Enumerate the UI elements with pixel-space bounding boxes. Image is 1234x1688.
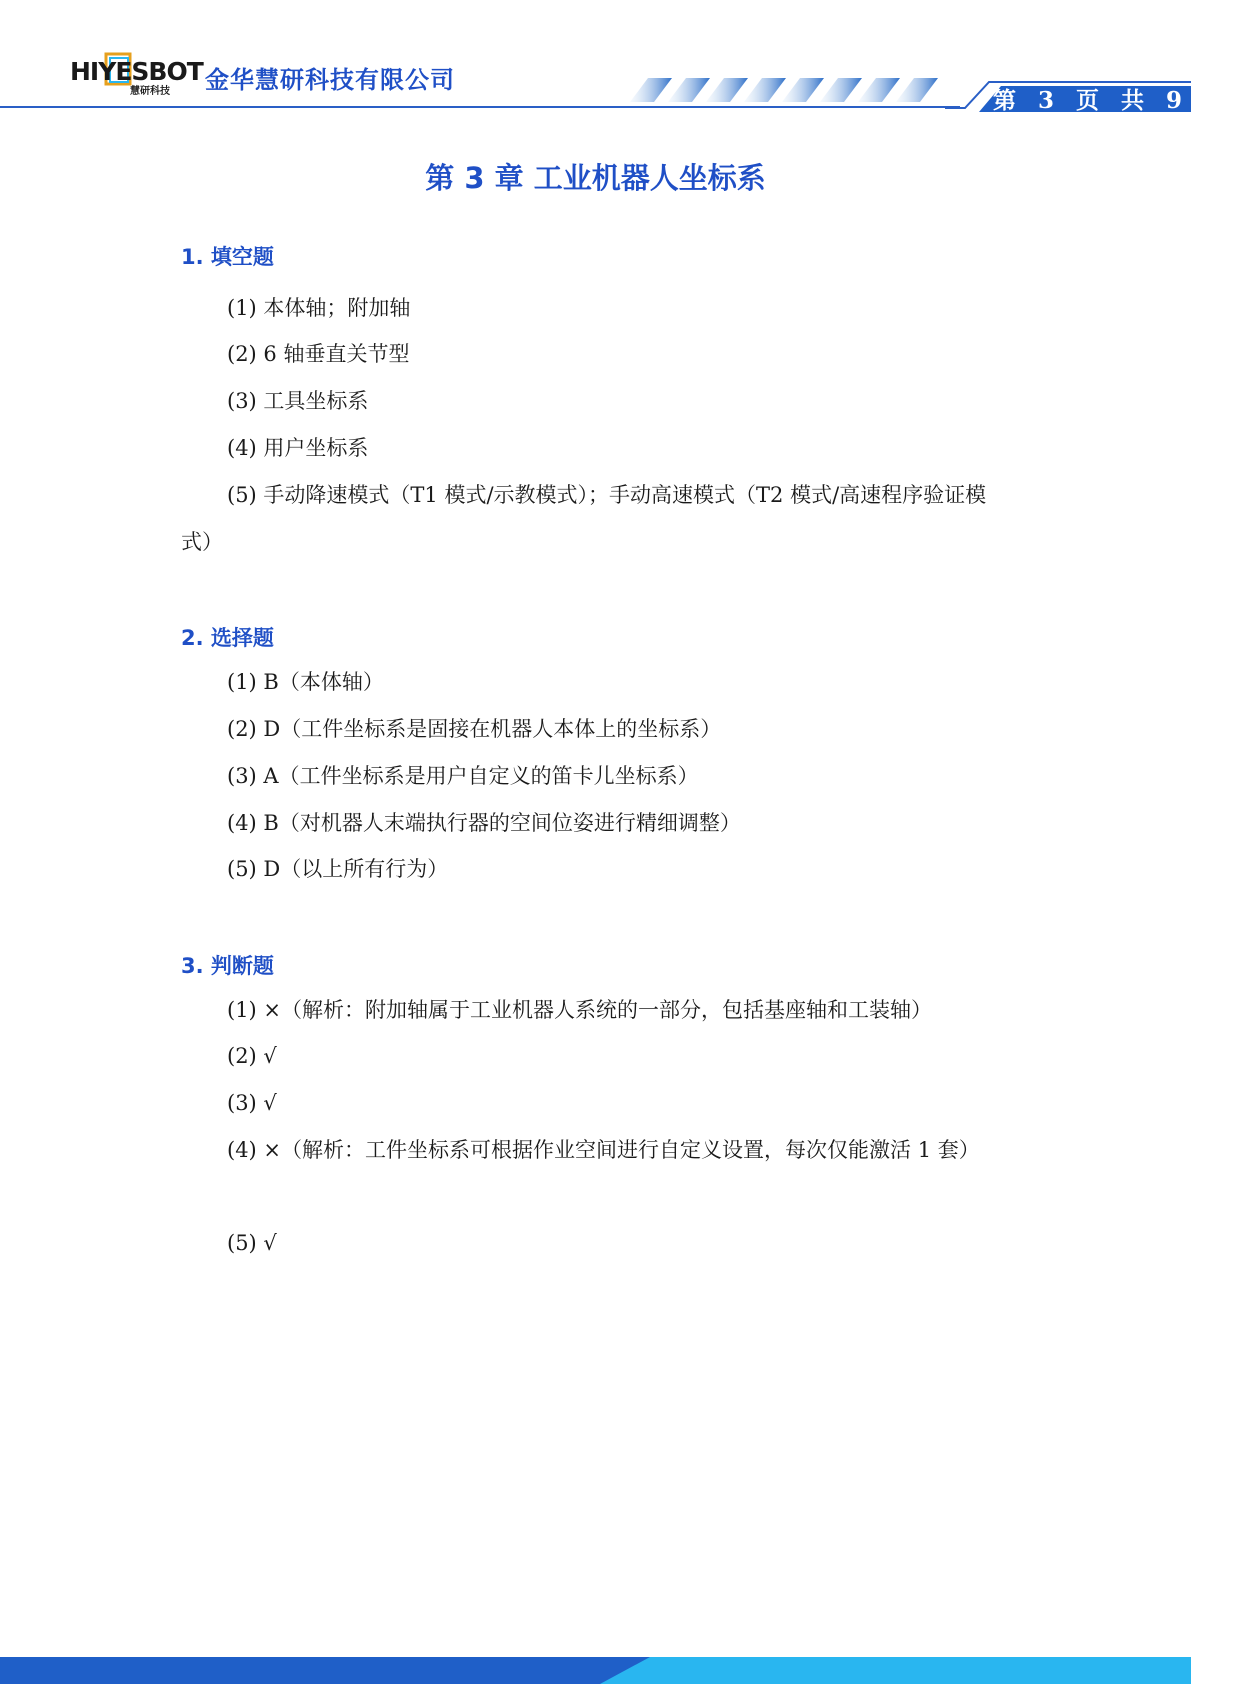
page-number-badge	[965, 80, 1234, 114]
answer-item: (2) 6 轴垂直关节型	[227, 342, 410, 366]
answer-item: (3) A（工件坐标系是用户自定义的笛卡儿坐标系）	[227, 764, 699, 788]
company-name: 金华慧研科技有限公司	[205, 66, 455, 94]
answer-item: (4) B（对机器人末端执行器的空间位姿进行精细调整）	[227, 811, 741, 835]
header-divider	[0, 106, 960, 108]
answer-item: (3) √	[227, 1091, 277, 1115]
page-indicator: 第 3 页 共 9 页	[993, 87, 1234, 114]
answer-item: (1) B（本体轴）	[227, 670, 384, 694]
chapter-title: 第 3 章 工业机器人坐标系	[425, 161, 766, 195]
answer-item: (5) √	[227, 1231, 277, 1255]
answer-item: (3) 工具坐标系	[227, 389, 369, 413]
answer-item: (2) √	[227, 1044, 277, 1068]
answer-item: (4) ×（解析：工件坐标系可根据作业空间进行自定义设置，每次仅能激活 1 套）	[227, 1138, 980, 1162]
answer-item: (5) D（以上所有行为）	[227, 857, 449, 881]
logo-subtext: 慧研科技	[130, 86, 170, 97]
section-heading-multiple-choice: 2. 选择题	[181, 626, 274, 650]
header-stripe-decoration	[620, 78, 950, 102]
section-heading-true-false: 3. 判断题	[181, 954, 274, 978]
answer-item: (2) D（工件坐标系是固接在机器人本体上的坐标系）	[227, 717, 722, 741]
answer-item: (4) 用户坐标系	[227, 436, 369, 460]
section-heading-fill-in: 1. 填空题	[181, 245, 274, 269]
answer-item: (1) 本体轴；附加轴	[227, 296, 411, 320]
footer-band	[0, 1657, 1191, 1684]
company-logo	[70, 52, 203, 97]
answer-item: (1) ×（解析：附加轴属于工业机器人系统的一部分，包括基座轴和工装轴）	[227, 998, 933, 1022]
logo-wordmark: HIYESBOT	[70, 57, 203, 86]
answer-item: (5) 手动降速模式（T1 模式/示教模式）；手动高速模式（T2 模式/高速程序验证模式）	[181, 483, 987, 554]
page-header	[0, 0, 1234, 115]
